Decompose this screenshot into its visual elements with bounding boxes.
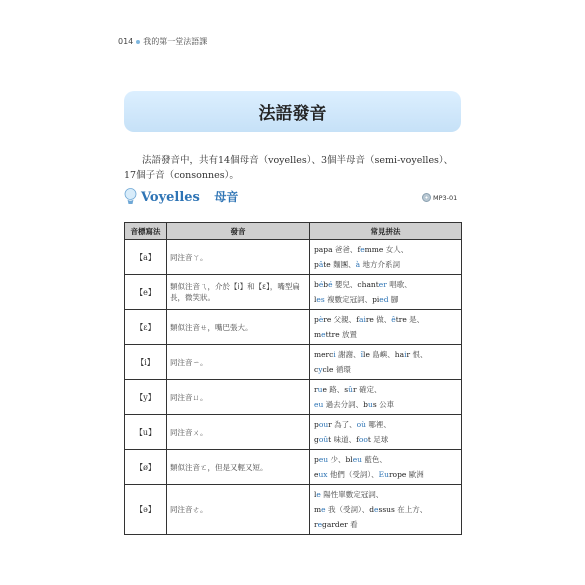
example-line <box>314 382 457 397</box>
word-text: d <box>369 505 375 514</box>
spelling-examples <box>310 345 462 380</box>
pronunciation-note: 同注音ㄚ。 <box>167 240 310 275</box>
spelling-examples <box>310 310 462 345</box>
meaning-text: 哪裡、 <box>366 420 391 429</box>
mp3-track-text: MP3-01 <box>433 193 458 202</box>
example-line <box>314 502 457 517</box>
page-header <box>118 36 207 47</box>
word-text: b <box>363 400 368 409</box>
phonetic-symbol: 【a】 <box>125 240 167 275</box>
meaning-text: 恨、 <box>410 350 428 359</box>
table-row <box>125 380 462 415</box>
phonetic-symbol: 【e】 <box>125 275 167 310</box>
word-text: t <box>328 435 332 444</box>
meaning-text: 爸爸、 <box>332 245 358 254</box>
table-row <box>125 450 462 485</box>
word-text: cle <box>322 365 334 374</box>
pronunciation-note: 類似注音ㄝ，嘴巴張大。 <box>167 310 310 345</box>
meaning-text: 循環 <box>333 365 351 374</box>
word-text: p <box>314 420 319 429</box>
pronunciation-note: 類似注音ㄛ，但是又輕又短。 <box>167 450 310 485</box>
highlighted-letters: eu <box>314 400 324 409</box>
word-text: p <box>314 455 319 464</box>
example-line <box>314 312 457 327</box>
page-number: 014 <box>118 37 134 46</box>
word-text: te <box>323 260 331 269</box>
highlighted-letters: ai <box>358 315 366 324</box>
highlighted-letters: ê <box>391 315 396 324</box>
example-line <box>314 432 457 447</box>
chapter-title-band <box>124 91 461 132</box>
highlighted-letters: û <box>348 385 353 394</box>
word-text: chant <box>357 280 379 289</box>
col-header-spelling: 常見拼法 <box>310 223 462 240</box>
pronunciation-note: 同注音ㄩ。 <box>167 380 310 415</box>
spelling-examples <box>310 450 462 485</box>
intro-paragraph: 法語發音中，共有14個母音（voyelles）、3個半母音（semi-voyelles）、17個子音（consonnes）。 <box>124 155 454 181</box>
col-header-pronunciation: 發音 <box>167 223 310 240</box>
meaning-text: 他們（受詞）、 <box>327 470 379 479</box>
meaning-text: 謝謝、 <box>335 350 361 359</box>
pronunciation-note: 同注音ㄜ。 <box>167 485 310 535</box>
meaning-text: 看 <box>347 520 358 529</box>
word-text: garder <box>322 520 348 529</box>
mp3-track-label[interactable] <box>422 193 457 202</box>
phonetic-symbol: 【ə】 <box>125 485 167 535</box>
highlighted-letters: u <box>367 400 373 409</box>
example-line <box>314 417 457 432</box>
meaning-text: 做、 <box>373 315 392 324</box>
highlighted-letters: i <box>333 350 336 359</box>
word-text: mme <box>364 245 384 254</box>
word-text: p <box>314 260 319 269</box>
meaning-text: 腳 <box>388 295 399 304</box>
spelling-examples <box>310 275 462 310</box>
highlighted-letters: eu <box>318 455 329 464</box>
spelling-examples <box>310 240 462 275</box>
highlighted-letters: ux <box>318 470 328 479</box>
highlighted-letters: è <box>318 315 324 324</box>
meaning-text: 地方介系詞 <box>360 260 401 269</box>
section-title-fr: Voyelles <box>141 190 200 205</box>
meaning-text: 歐洲 <box>406 470 424 479</box>
word-text: s <box>344 385 349 394</box>
header-dot-icon <box>136 40 140 44</box>
word-text: l <box>314 490 317 499</box>
cd-icon <box>422 193 431 202</box>
word-text: e <box>322 385 327 394</box>
word-text: pi <box>372 295 380 304</box>
spelling-examples <box>310 485 462 535</box>
word-text: b <box>314 280 319 289</box>
table-row <box>125 415 462 450</box>
table-header-row <box>125 223 462 240</box>
highlighted-letters: î <box>360 350 364 359</box>
example-line <box>314 362 457 377</box>
book-title: 我的第一堂法語課 <box>143 37 208 46</box>
meaning-text: 放置 <box>339 330 358 339</box>
highlighted-letters: à <box>355 260 361 269</box>
spelling-examples <box>310 380 462 415</box>
word-text: b <box>323 280 329 289</box>
word-text: t <box>367 435 371 444</box>
table-row <box>125 310 462 345</box>
word-text: e <box>314 470 319 479</box>
meaning-text: 少、 <box>328 455 346 464</box>
example-line <box>314 467 457 482</box>
meaning-text: 女人、 <box>383 245 409 254</box>
word-text: r <box>352 385 357 394</box>
meaning-text: 味道、 <box>331 435 357 444</box>
word-text: r <box>406 350 411 359</box>
word-text: ssus <box>378 505 395 514</box>
phonetic-symbol: 【u】 <box>125 415 167 450</box>
example-line <box>314 327 457 342</box>
highlighted-letters: y <box>318 365 323 374</box>
meaning-text: 唱歌、 <box>386 280 412 289</box>
highlighted-letters: ou <box>318 420 329 429</box>
highlighted-letters: e <box>316 490 321 499</box>
highlighted-letters: es <box>316 295 325 304</box>
meaning-text: 在上方、 <box>394 505 428 514</box>
meaning-text: 足球 <box>370 435 389 444</box>
highlighted-letters: er <box>378 280 387 289</box>
highlighted-letters: oo <box>358 435 368 444</box>
lightbulb-icon <box>124 188 137 205</box>
highlighted-letters: oû <box>318 435 329 444</box>
highlighted-letters: é <box>318 280 324 289</box>
meaning-text: 島嶼、 <box>369 350 395 359</box>
highlighted-letters: é <box>328 280 333 289</box>
meaning-text: 嬰兒、 <box>332 280 358 289</box>
word-text: le <box>363 350 370 359</box>
phonetic-symbol: 【y】 <box>125 380 167 415</box>
word-text: rope <box>388 470 407 479</box>
meaning-text: 公車 <box>376 400 395 409</box>
meaning-text: 麵團、 <box>330 260 356 269</box>
word-text: l <box>314 295 317 304</box>
meaning-text: 藍色、 <box>361 455 387 464</box>
word-text: tre <box>395 315 407 324</box>
word-text: c <box>314 365 319 374</box>
phonetic-symbol: 【i】 <box>125 345 167 380</box>
example-line <box>314 517 457 532</box>
meaning-text: 是、 <box>406 315 425 324</box>
highlighted-letters: e <box>360 245 365 254</box>
highlighted-letters: â <box>318 260 324 269</box>
word-text: f <box>356 435 359 444</box>
word-text: m <box>314 330 322 339</box>
highlighted-letters: ed <box>379 295 389 304</box>
phonetic-symbol: 【ø】 <box>125 450 167 485</box>
example-line <box>314 277 457 292</box>
table-row <box>125 275 462 310</box>
table-row <box>125 240 462 275</box>
example-line <box>314 347 457 362</box>
word-text: r <box>314 520 318 529</box>
col-header-symbol: 音標寫法 <box>125 223 167 240</box>
meaning-text: 陽性單數定冠詞、 <box>320 490 384 499</box>
pronunciation-note: 同注音ㄧ。 <box>167 345 310 380</box>
word-text: r <box>314 385 318 394</box>
word-text: m <box>314 505 322 514</box>
highlighted-letters: i <box>404 350 407 359</box>
highlighted-letters: u <box>317 385 323 394</box>
example-line <box>314 292 457 307</box>
pronunciation-note: 同注音ㄨ。 <box>167 415 310 450</box>
highlighted-letters: e <box>374 505 379 514</box>
word-text: f <box>357 245 361 254</box>
chapter-title: 法語發音 <box>258 104 327 124</box>
phonetic-symbol: 【ɛ】 <box>125 310 167 345</box>
example-line <box>314 397 457 412</box>
example-line <box>314 242 457 257</box>
word-text: s <box>372 400 377 409</box>
word-text: ha <box>394 350 405 359</box>
table-row <box>125 485 462 535</box>
word-text: f <box>356 315 359 324</box>
meaning-text: 確定、 <box>356 385 382 394</box>
word-text: papa <box>314 245 333 254</box>
example-line <box>314 487 457 502</box>
section-title-zh: 母音 <box>214 190 239 204</box>
meaning-text: 我（受詞）、 <box>325 505 370 514</box>
highlighted-letters: où <box>356 420 367 429</box>
word-text: g <box>314 435 319 444</box>
example-line <box>314 452 457 467</box>
spelling-examples <box>310 415 462 450</box>
word-text: re <box>365 315 374 324</box>
meaning-text: 複數定冠詞、 <box>324 295 373 304</box>
meaning-text: 過去分詞、 <box>323 400 364 409</box>
word-text: p <box>314 315 319 324</box>
highlighted-letters: Eu <box>378 470 389 479</box>
word-text: bl <box>345 455 353 464</box>
table-row <box>125 345 462 380</box>
highlighted-letters: eu <box>352 455 362 464</box>
word-text: ttre <box>325 330 340 339</box>
highlighted-letters: e <box>317 520 323 529</box>
word-text: merc <box>314 350 334 359</box>
highlighted-letters: e <box>321 505 326 514</box>
example-line <box>314 257 457 272</box>
vowel-table <box>124 222 462 535</box>
section-heading <box>124 188 238 205</box>
meaning-text: 父親、 <box>331 315 357 324</box>
meaning-text: 為了、 <box>331 420 357 429</box>
word-text: re <box>323 315 332 324</box>
highlighted-letters: e <box>321 330 326 339</box>
pronunciation-note: 類似注音ㄟ，介於【i】和【ɛ】，嘴型扁長，微笑狀。 <box>167 275 310 310</box>
word-text: r <box>328 420 332 429</box>
meaning-text: 路、 <box>326 385 345 394</box>
